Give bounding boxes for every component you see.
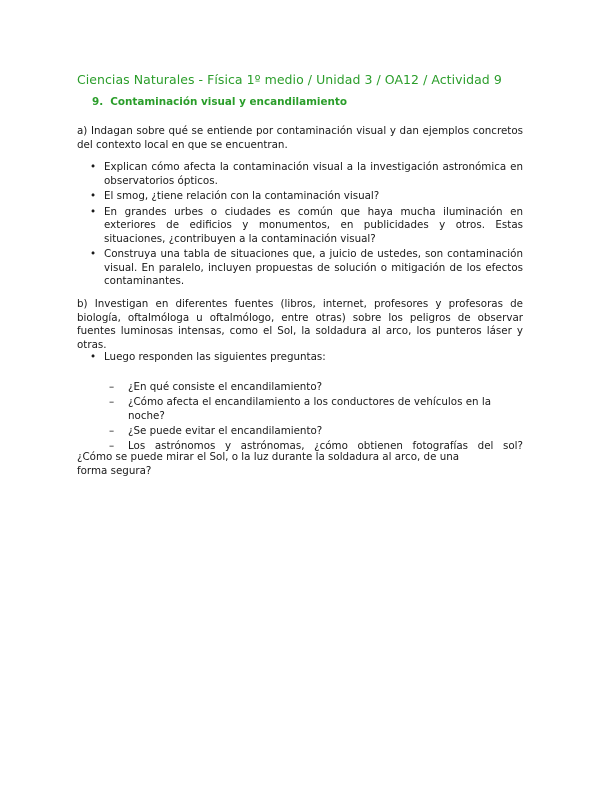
list-item [77,351,523,365]
list-item [77,206,523,247]
question-text: ¿En qué consiste el encandilamiento? [128,381,323,393]
part-b-intro: b) Investigan en diferentes fuentes (libros, internet, profesores y profesoras de biología, oftalmóloga u oftalmólogo, entre otras) sobre los peligros de observar fuentes luminosas intensas, como el Sol, la soldadura al arco, los punteros láser y otras. [77,298,523,351]
dash-icon: – [109,381,115,393]
activity-heading [92,96,347,108]
activity-title: Contaminación visual y encandilamiento [110,96,348,108]
question-text: ¿Cómo afecta el encandilamiento a los conductores de vehículos en la noche? [128,396,492,422]
bullet-text: En grandes urbes o ciudades es común que haya mucha iluminación en exteriores de edificios y monumentos, en publicidades y otros. Estas situaciones, ¿contribuyen a la contaminación visual? [104,205,523,245]
part-b-bullet-list [77,351,523,365]
part-a-bullets-block [77,161,523,291]
bullet-icon: • [90,205,97,218]
part-a-intro: a) Indagan sobre qué se entiende por contaminación visual y dan ejemplos concretos del contexto local en que se encuentran. [77,125,523,151]
list-item [77,248,523,289]
closing-question: ¿Cómo se puede mirar el Sol, o la luz durante la soldadura al arco, de una forma segura? [77,451,460,477]
bullet-text: Explican cómo afecta la contaminación visual a la investigación astronómica en observatorios ópticos. [104,161,523,187]
list-item [77,161,523,188]
bullet-icon: • [90,161,97,173]
part-b [77,298,523,352]
list-item [77,425,523,439]
dash-icon: – [109,424,115,437]
closing-block [77,451,477,478]
question-list [77,381,523,453]
question-text: ¿Se puede evitar el encandilamiento? [128,424,323,437]
bullet-icon: • [90,351,97,363]
part-b-bullet-block [77,351,523,367]
bullet-text: Luego responden las siguientes preguntas: [104,351,326,363]
activity-number: 9. [92,96,104,108]
question-text: Los astrónomos y astrónomas, ¿cómo obtienen fotografías del sol? [128,439,523,452]
list-item [77,396,523,423]
list-item [77,190,523,204]
part-a [77,125,523,152]
page-header: Ciencias Naturales - Física 1º medio / Unidad 3 / OA12 / Actividad 9 [77,72,502,87]
part-b-questions-block [77,381,523,455]
part-a-bullet-list [77,161,523,289]
bullet-text: El smog, ¿tiene relación con la contaminación visual? [104,190,380,202]
bullet-icon: • [90,248,97,260]
dash-icon: – [109,396,115,408]
bullet-text: Construya una tabla de situaciones que, a juicio de ustedes, son contaminación visual. En paralelo, incluyen propuestas de solución o mitigación de los efectos contaminantes. [104,248,523,287]
dash-icon: – [109,439,115,452]
bullet-icon: • [90,190,97,202]
list-item [77,381,523,395]
